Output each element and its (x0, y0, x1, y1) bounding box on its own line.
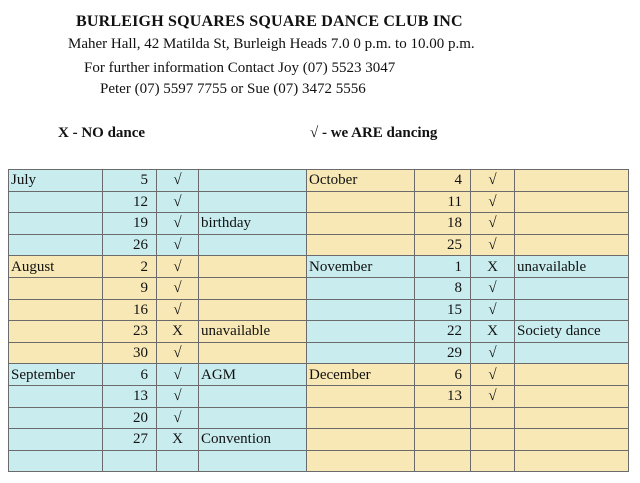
left-month-cell: September (9, 364, 103, 386)
calendar-row (9, 385, 629, 407)
calendar-row (9, 234, 629, 256)
right-status-cell: X (471, 256, 515, 278)
calendar-row (9, 299, 629, 321)
right-month-cell (307, 385, 415, 407)
calendar-row (9, 170, 629, 192)
right-month-cell (307, 277, 415, 299)
left-month-cell (9, 429, 103, 451)
right-status-cell: √ (471, 213, 515, 235)
right-note-cell (515, 299, 629, 321)
left-date-cell: 19 (103, 213, 157, 235)
left-date-cell (103, 450, 157, 472)
right-month-cell: October (307, 170, 415, 192)
right-month-cell (307, 299, 415, 321)
right-note-cell (515, 407, 629, 429)
left-date-cell: 16 (103, 299, 157, 321)
right-month-cell: November (307, 256, 415, 278)
right-note-cell (515, 191, 629, 213)
left-date-cell: 6 (103, 364, 157, 386)
left-status-cell: √ (157, 213, 199, 235)
right-status-cell: X (471, 321, 515, 343)
left-month-cell (9, 321, 103, 343)
left-status-cell: √ (157, 299, 199, 321)
left-note-cell: birthday (199, 213, 307, 235)
left-note-cell (199, 170, 307, 192)
right-month-cell (307, 450, 415, 472)
calendar-row (9, 342, 629, 364)
right-note-cell (515, 385, 629, 407)
right-month-cell (307, 191, 415, 213)
left-status-cell: √ (157, 407, 199, 429)
left-date-cell: 30 (103, 342, 157, 364)
right-note-cell (515, 234, 629, 256)
calendar-row (9, 191, 629, 213)
left-date-cell: 5 (103, 170, 157, 192)
left-note-cell: unavailable (199, 321, 307, 343)
calendar-row (9, 429, 629, 451)
calendar-row (9, 407, 629, 429)
left-date-cell: 12 (103, 191, 157, 213)
right-status-cell: √ (471, 277, 515, 299)
left-date-cell: 23 (103, 321, 157, 343)
left-status-cell: √ (157, 364, 199, 386)
left-note-cell (199, 191, 307, 213)
left-month-cell (9, 407, 103, 429)
left-status-cell: X (157, 429, 199, 451)
left-date-cell: 26 (103, 234, 157, 256)
left-note-cell (199, 407, 307, 429)
right-status-cell: √ (471, 191, 515, 213)
left-note-cell: Convention (199, 429, 307, 451)
calendar-row (9, 213, 629, 235)
right-date-cell: 22 (415, 321, 471, 343)
left-status-cell: √ (157, 256, 199, 278)
right-note-cell (515, 450, 629, 472)
left-month-cell (9, 213, 103, 235)
right-status-cell: √ (471, 385, 515, 407)
right-month-cell (307, 429, 415, 451)
right-date-cell: 11 (415, 191, 471, 213)
right-status-cell: √ (471, 170, 515, 192)
right-note-cell (515, 277, 629, 299)
right-note-cell (515, 364, 629, 386)
left-date-cell: 9 (103, 277, 157, 299)
right-status-cell (471, 429, 515, 451)
right-date-cell: 4 (415, 170, 471, 192)
left-status-cell: √ (157, 342, 199, 364)
right-status-cell: √ (471, 299, 515, 321)
right-month-cell (307, 407, 415, 429)
right-note-cell (515, 170, 629, 192)
left-note-cell: AGM (199, 364, 307, 386)
right-date-cell: 1 (415, 256, 471, 278)
left-date-cell: 27 (103, 429, 157, 451)
left-status-cell: √ (157, 170, 199, 192)
club-name: BURLEIGH SQUARES SQUARE DANCE CLUB INC (76, 13, 463, 30)
right-date-cell: 29 (415, 342, 471, 364)
right-date-cell: 25 (415, 234, 471, 256)
right-date-cell: 13 (415, 385, 471, 407)
left-note-cell (199, 256, 307, 278)
left-note-cell (199, 342, 307, 364)
right-month-cell (307, 321, 415, 343)
left-month-cell (9, 385, 103, 407)
right-date-cell: 15 (415, 299, 471, 321)
left-date-cell: 13 (103, 385, 157, 407)
left-month-cell: July (9, 170, 103, 192)
left-note-cell (199, 385, 307, 407)
right-status-cell: √ (471, 342, 515, 364)
right-status-cell: √ (471, 234, 515, 256)
calendar-row (9, 321, 629, 343)
right-status-cell: √ (471, 364, 515, 386)
left-note-cell (199, 299, 307, 321)
left-date-cell: 2 (103, 256, 157, 278)
left-month-cell (9, 342, 103, 364)
left-note-cell (199, 450, 307, 472)
left-status-cell: √ (157, 385, 199, 407)
left-month-cell: August (9, 256, 103, 278)
left-status-cell: √ (157, 234, 199, 256)
left-status-cell: X (157, 321, 199, 343)
right-status-cell (471, 450, 515, 472)
right-note-cell (515, 213, 629, 235)
left-month-cell (9, 450, 103, 472)
calendar-row (9, 364, 629, 386)
left-month-cell (9, 277, 103, 299)
left-date-cell: 20 (103, 407, 157, 429)
left-status-cell: √ (157, 191, 199, 213)
dance-calendar-table (8, 169, 629, 472)
left-note-cell (199, 277, 307, 299)
right-status-cell (471, 407, 515, 429)
right-month-cell (307, 342, 415, 364)
left-month-cell (9, 191, 103, 213)
calendar-row (9, 277, 629, 299)
right-month-cell (307, 213, 415, 235)
left-note-cell (199, 234, 307, 256)
calendar-row (9, 450, 629, 472)
right-date-cell (415, 407, 471, 429)
right-note-cell (515, 429, 629, 451)
left-month-cell (9, 234, 103, 256)
venue-line: Maher Hall, 42 Matilda St, Burleigh Heads 7.0 0 p.m. to 10.00 p.m. (68, 36, 475, 52)
right-note-cell: unavailable (515, 256, 629, 278)
legend-no-dance: X - NO dance (58, 125, 146, 141)
right-note-cell: Society dance (515, 321, 629, 343)
right-note-cell (515, 342, 629, 364)
legend-dancing: √ - we ARE dancing (310, 125, 438, 141)
right-date-cell (415, 429, 471, 451)
left-status-cell (157, 450, 199, 472)
right-date-cell (415, 450, 471, 472)
right-date-cell: 6 (415, 364, 471, 386)
right-month-cell: December (307, 364, 415, 386)
left-month-cell (9, 299, 103, 321)
right-date-cell: 8 (415, 277, 471, 299)
contact-line: For further information Contact Joy (07) 5523 3047 (84, 60, 396, 76)
left-status-cell: √ (157, 277, 199, 299)
right-date-cell: 18 (415, 213, 471, 235)
contact-line-2: Peter (07) 5597 7755 or Sue (07) 3472 5556 (100, 81, 366, 97)
calendar-row (9, 256, 629, 278)
right-month-cell (307, 234, 415, 256)
